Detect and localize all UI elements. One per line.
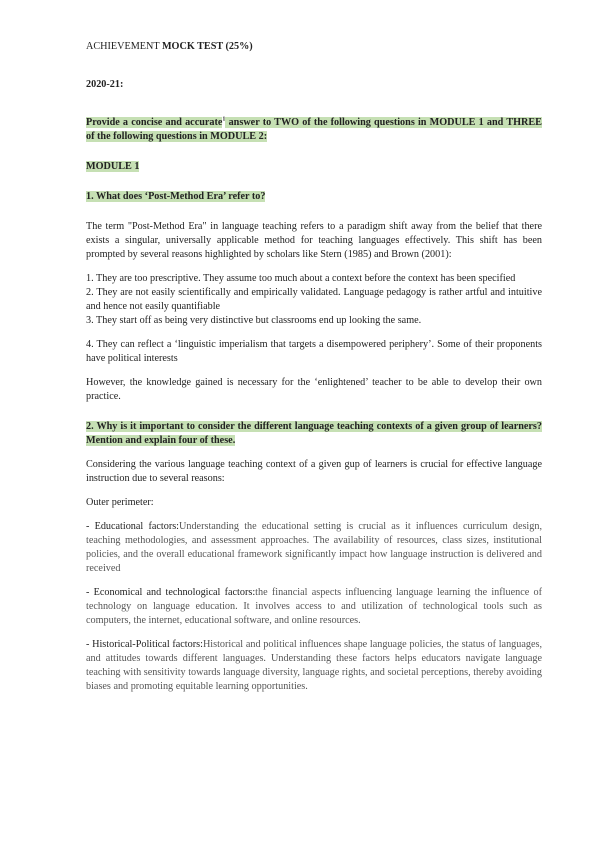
instruction-paragraph <box>86 116 542 144</box>
factor-text: the financial aspects influencing language learning the influence of technology on language education. It involves access to and utilization of technological tools such as computers, the internet, educational software, and online resources. <box>86 587 542 626</box>
module-heading-text: MODULE 1 <box>86 161 140 172</box>
question-2-text: 2. Why is it important to consider the different language teaching contexts of a given group of learners? Mention and explain four of these. <box>86 421 542 446</box>
footnote-marker: 1 <box>222 116 226 123</box>
factor-text: Historical and political influences shape language policies, the status of languages, and attitudes towards different languages. Understanding these factors helps educators navigate language teaching with sensitivity towards language diversity, language rights, and societal perceptions, thereby avoiding biases and promoting equitable learning opportunities. <box>86 639 543 692</box>
q1-point: 3. They start off as being very distinctive but classrooms end up looking the same. <box>86 315 422 326</box>
instruction-text: Provide a concise and accurate <box>86 117 223 128</box>
title-bold: MOCK TEST (25%) <box>161 41 253 52</box>
outer-perimeter-label: Outer perimeter: <box>86 497 154 508</box>
q1-point: 1. They are too prescriptive. They assume too much about a context before the context has been specified <box>86 273 516 284</box>
title-prefix: ACHIEVEMENT <box>86 41 162 52</box>
factor-item <box>86 520 542 576</box>
year-heading: 2020-21: <box>86 79 124 90</box>
factor-label: - Economical and technological factors: <box>86 587 256 598</box>
q2-intro: Considering the various language teaching context of a given gup of learners is crucial for effective language instruction due to several reasons: <box>86 459 542 484</box>
q1-points <box>86 272 542 328</box>
q1-conclusion: However, the knowledge gained is necessary for the ‘enlightened’ teacher to be able to develop their own practice. <box>86 377 542 402</box>
factor-label: - Educational factors: <box>86 521 180 532</box>
question-2 <box>86 420 542 448</box>
q1-intro: The term "Post-Method Era" in language teaching refers to a paradigm shift away from the belief that there exists a singular, universally applicable method for teaching languages effectively. This shift has been prompted by several reasons highlighted by scholars like Stern (1985) and Brown (2001): <box>86 221 542 260</box>
instruction-text-rest: answer to TWO of the following questions in MODULE 1 and THREE of the following questions in MODULE 2: <box>86 117 542 142</box>
page-title <box>86 40 542 54</box>
q1-point-4: 4. They can reflect a ‘linguistic imperialism that targets a disempowered periphery’. Some of their proponents have political interests <box>86 339 542 364</box>
document-content <box>86 40 542 694</box>
factor-item <box>86 638 542 694</box>
q1-point: 2. They are not easily scientifically and empirically validated. Language pedagogy is rather artful and intuitive and hence not easily quantifiable <box>86 287 542 312</box>
factor-label: - Historical-Political factors: <box>86 639 203 650</box>
question-1-text: 1. What does ‘Post-Method Era’ refer to? <box>86 191 266 202</box>
module-heading <box>86 160 542 174</box>
question-1 <box>86 190 542 204</box>
factor-item <box>86 586 542 628</box>
factor-text: Understanding the educational setting is crucial as it influences curriculum design, teaching methodologies, and assessment approaches. The availability of resources, class sizes, institutional policies, and the overall educational framework significantly impact how language instruction is delivered and received <box>86 521 542 574</box>
